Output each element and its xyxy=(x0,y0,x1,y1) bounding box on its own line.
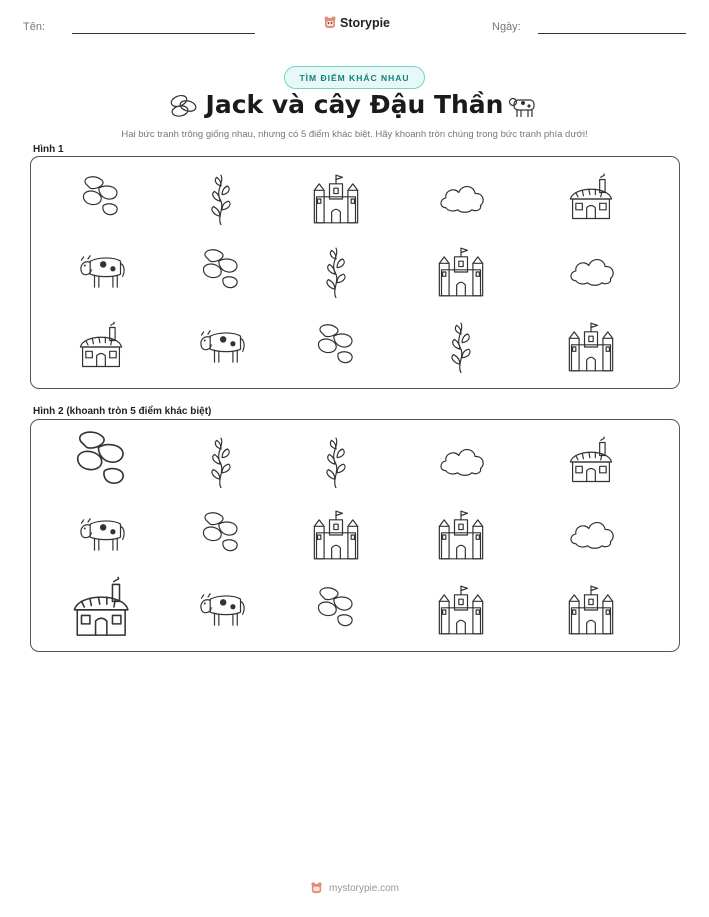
cow-icon xyxy=(197,584,245,636)
beanstalk-picture[interactable] xyxy=(312,246,360,298)
beans-picture[interactable] xyxy=(312,321,360,373)
castle-picture[interactable] xyxy=(312,173,360,225)
beanstalk-picture[interactable] xyxy=(197,436,245,488)
cow-picture[interactable] xyxy=(77,246,125,298)
cloud-picture[interactable] xyxy=(567,246,615,298)
castle-icon xyxy=(312,173,360,225)
castle-picture[interactable] xyxy=(437,509,485,561)
footer-url: mystorypie.com xyxy=(328,882,399,894)
beans-icon xyxy=(312,321,360,373)
brand-logo xyxy=(323,15,390,30)
date-label: Ngày: xyxy=(492,21,521,33)
cow-icon xyxy=(77,509,125,561)
beans-icon xyxy=(197,246,245,298)
beanstalk-icon xyxy=(437,321,485,373)
cloud-picture[interactable] xyxy=(567,509,615,561)
date-field[interactable] xyxy=(538,33,686,34)
beanstalk-picture[interactable] xyxy=(437,321,485,373)
castle-picture[interactable] xyxy=(437,584,485,636)
beans-picture[interactable] xyxy=(197,246,245,298)
cloud-picture[interactable] xyxy=(437,173,485,225)
castle-icon xyxy=(437,584,485,636)
cottage-picture[interactable] xyxy=(77,321,125,373)
cottage-icon xyxy=(567,173,615,225)
beanstalk-picture[interactable] xyxy=(312,436,360,488)
cow-picture[interactable] xyxy=(197,584,245,636)
castle-picture[interactable] xyxy=(567,584,615,636)
footer xyxy=(0,881,709,895)
beans-icon xyxy=(197,509,245,561)
cloud-icon xyxy=(437,436,485,488)
beans-icon xyxy=(77,173,125,225)
cow-icon xyxy=(197,321,245,373)
name-label: Tên: xyxy=(23,21,46,33)
castle-icon xyxy=(437,509,485,561)
castle-picture[interactable] xyxy=(437,246,485,298)
page-title: Jack và cây Đậu Thần xyxy=(205,90,504,119)
beans-picture[interactable] xyxy=(77,173,125,225)
cottage-icon xyxy=(77,321,125,373)
beans-icon xyxy=(69,427,134,497)
cottage-picture[interactable] xyxy=(567,436,615,488)
panel-2-label: Hình 2 (khoanh tròn 5 điểm khác biệt) xyxy=(33,406,212,417)
cloud-icon xyxy=(567,246,615,298)
beans-picture[interactable] xyxy=(312,584,360,636)
cottage-icon xyxy=(567,436,615,488)
activity-tag: TÌM ĐIỂM KHÁC NHAU xyxy=(284,66,425,89)
castle-icon xyxy=(437,246,485,298)
castle-picture[interactable] xyxy=(312,509,360,561)
cloud-icon xyxy=(567,509,615,561)
beans-picture[interactable] xyxy=(197,509,245,561)
beans-icon xyxy=(168,93,200,119)
beanstalk-picture[interactable] xyxy=(197,173,245,225)
name-field[interactable] xyxy=(72,33,255,34)
panel-1-label: Hình 1 xyxy=(33,144,64,155)
cottage-icon xyxy=(70,576,132,644)
castle-icon xyxy=(567,584,615,636)
cottage-picture[interactable] xyxy=(70,576,132,644)
beans-icon xyxy=(312,584,360,636)
castle-icon xyxy=(312,509,360,561)
cow-picture[interactable] xyxy=(197,321,245,373)
beanstalk-icon xyxy=(312,246,360,298)
cloud-icon xyxy=(437,173,485,225)
cow-picture[interactable] xyxy=(77,509,125,561)
cottage-picture[interactable] xyxy=(567,173,615,225)
beanstalk-icon xyxy=(312,436,360,488)
panel-1[interactable] xyxy=(30,156,680,389)
storypie-mascot-icon xyxy=(310,881,323,895)
beans-picture[interactable] xyxy=(69,427,134,497)
storypie-mascot-icon xyxy=(323,15,337,30)
castle-picture[interactable] xyxy=(567,321,615,373)
beanstalk-icon xyxy=(197,173,245,225)
cloud-picture[interactable] xyxy=(437,436,485,488)
instructions: Hai bức tranh trông giống nhau, nhưng có 5 điểm khác biệt. Hãy khoanh tròn chúng trong bức tranh phía dưới! xyxy=(121,129,588,140)
castle-icon xyxy=(567,321,615,373)
cow-icon xyxy=(77,246,125,298)
brand-name: Storypie xyxy=(340,15,391,30)
beanstalk-icon xyxy=(197,436,245,488)
panel-2[interactable] xyxy=(30,419,680,652)
cow-icon xyxy=(508,93,540,119)
